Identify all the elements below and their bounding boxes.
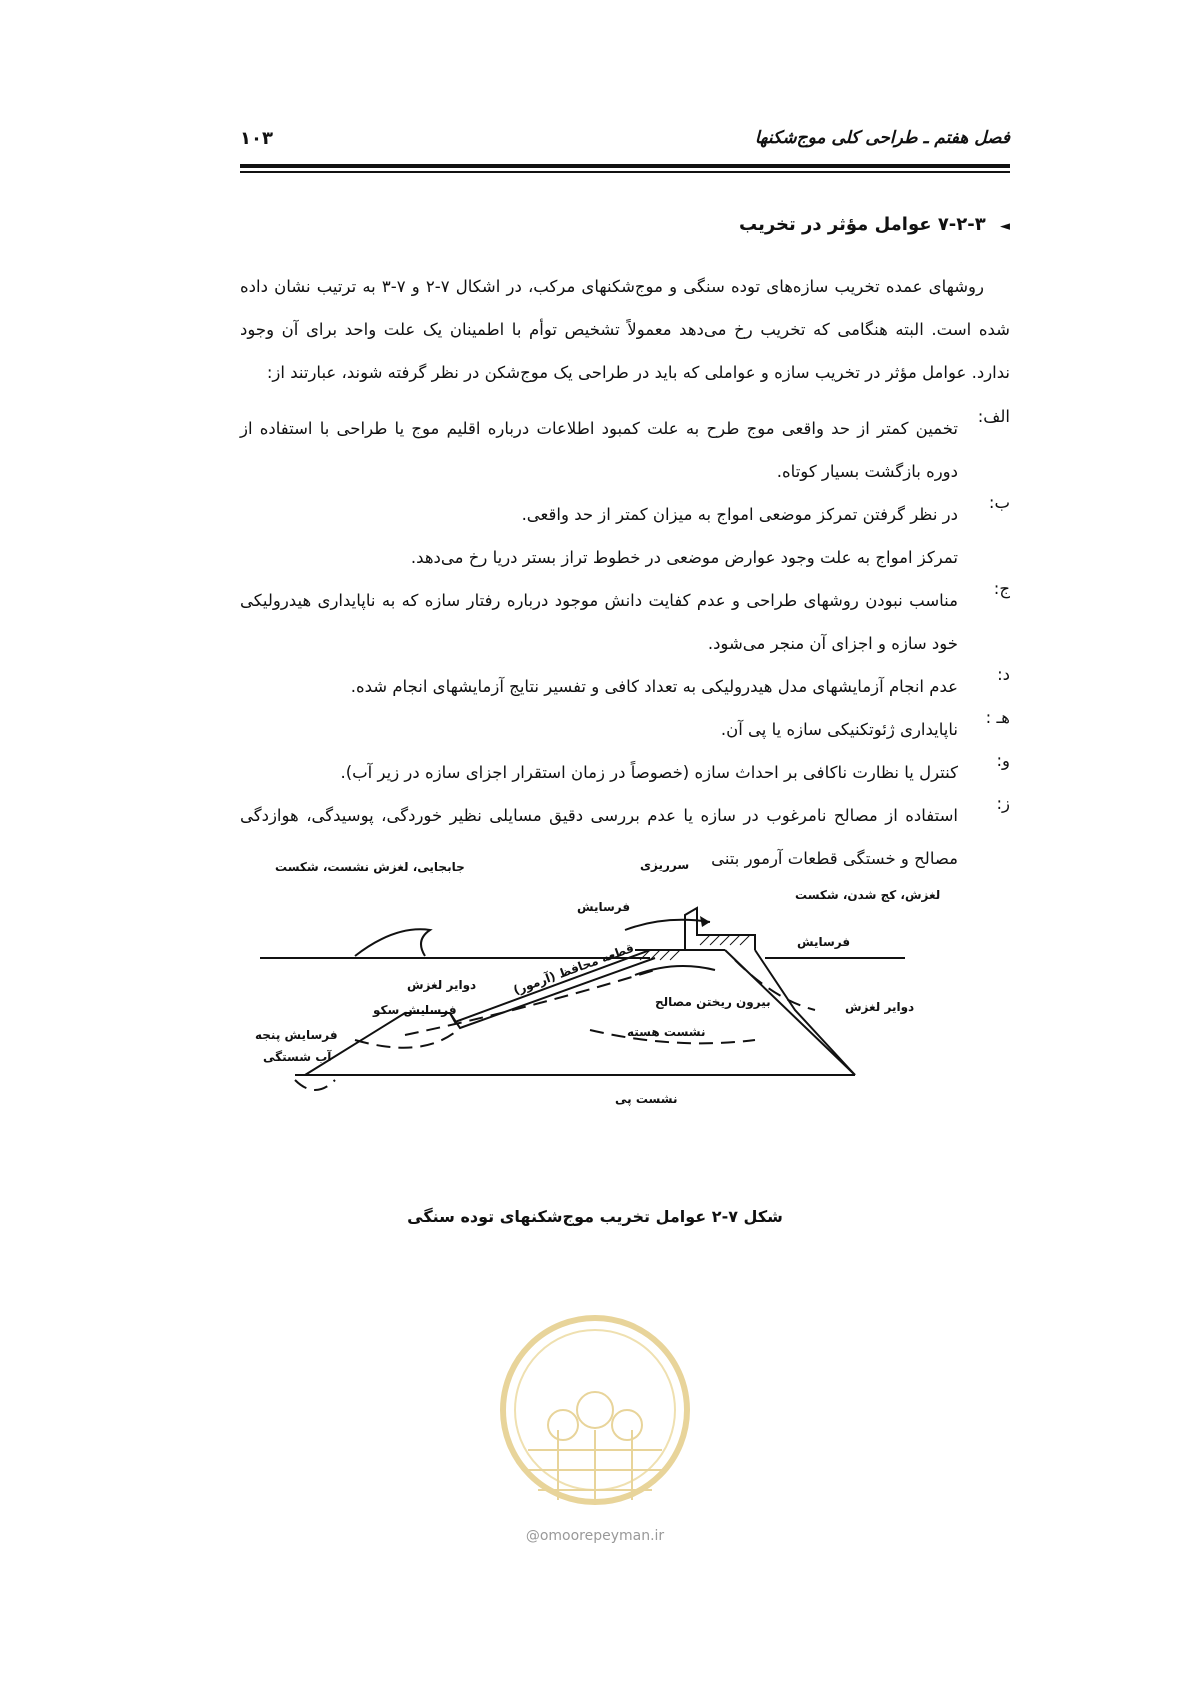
label-toe-erosion: فرسایش پنجه <box>255 1028 338 1042</box>
label-broken-water: آب شستگی <box>263 1050 332 1064</box>
list-item <box>240 665 1010 708</box>
section-heading-text: ۷-۲-۳ عوامل مؤثر در تخریب <box>739 214 986 235</box>
label-armour: قطعه محافظ (آرمور) <box>511 940 636 998</box>
list-item-label: هـ : <box>985 708 1010 727</box>
intro-paragraph-text: روشهای عمده تخریب سازه‌های توده سنگی و موج‌شکنهای مرکب، در اشکال ۷-۲ و ۷-۳ به ترتیب نشان داده شده است. البته هنگامی که تخریب رخ می‌دهد معمولاً تشخیص توأم با اطمینان یک علت واحد برای آن وجود ندارد. عوامل مؤثر در تخریب سازه و عواملی که باید در طراحی یک موج‌شکن در نظر گرفته شوند، عبارتند از: <box>240 277 1010 382</box>
list-item <box>240 407 1010 493</box>
page-header <box>240 122 1010 162</box>
watermark-site: @omoorepeyman.ir <box>525 1528 665 1544</box>
label-erosion-top: فرسایش <box>577 900 631 914</box>
label-foundation-settlement: نشست پی <box>615 1092 678 1106</box>
list-item-text: در نظر گرفتن تمرکز موضعی امواج به میزان کمتر از حد واقعی. <box>521 505 958 524</box>
list-item <box>240 579 1010 665</box>
list-item-extra-text: تمرکز امواج به علت وجود عوارض موضعی در خطوط تراز بستر دریا رخ می‌دهد. <box>410 548 958 567</box>
list-item <box>240 751 1010 794</box>
figure-caption: شکل ۷-۲ عوامل تخریب موج‌شکنهای توده سنگی <box>407 1207 783 1226</box>
label-erosion-rear: فرسایش <box>797 935 851 949</box>
label-overtopping: سرریزی <box>640 858 690 872</box>
header-rule-thick <box>240 164 1010 168</box>
toe-scour-curve <box>295 1080 335 1090</box>
chapter-title: فصل هفتم ـ طراحی کلی موج‌شکنها <box>754 128 1010 148</box>
material-loss-arrow <box>635 966 715 975</box>
section-heading <box>739 214 1010 235</box>
label-berm-erosion: فرسایش سکو <box>373 1003 457 1017</box>
list-item-text: تخمین کمتر از حد واقعی موج طرح به علت کمبود اطلاعات درباره اقلیم موج یا طراحی با استفاده از دوره بازگشت بسیار کوتاه. <box>240 419 958 481</box>
list-item-text: ناپایداری ژئوتکنیکی سازه یا پی آن. <box>720 720 958 739</box>
header-rule-thin <box>240 171 1010 173</box>
label-material-loss: بیرون ریختن مصالح <box>655 995 771 1009</box>
label-slip-circle-rear: دوایر لغزش <box>845 1000 915 1014</box>
intro-paragraph <box>240 265 1010 394</box>
list-item-label: ب: <box>988 493 1010 512</box>
page-number: ۱۰۳ <box>240 128 273 149</box>
label-core-settlement: نشست هسته <box>627 1025 706 1039</box>
list-item-label: د: <box>997 665 1010 684</box>
rear-slope-inner <box>755 950 855 1075</box>
watermark-logo <box>498 1300 692 1520</box>
crown-wall <box>685 908 755 950</box>
berm-erosion-curve <box>355 1028 460 1048</box>
list-item-text: کنترل یا نظارت ناکافی بر احداث سازه (خصوصاً در زمان استقرار اجزای سازه در زیر آب). <box>340 763 958 782</box>
damage-factors-list <box>240 407 1010 880</box>
list-item-label: ز: <box>996 794 1010 813</box>
breakwater-failure-diagram <box>255 858 955 1200</box>
list-item-label: ج: <box>993 579 1010 598</box>
list-item <box>240 708 1010 751</box>
list-item <box>240 493 1010 579</box>
wave-crest <box>355 929 430 956</box>
list-item-text: عدم انجام آزمایشهای مدل هیدرولیکی به تعداد کافی و تفسیر نتایج آزمایشهای انجام شده. <box>350 677 958 696</box>
list-item-label: و: <box>996 751 1010 770</box>
section-marker: ◄ <box>1000 219 1010 234</box>
label-crown-failure: لغزش، کج شدن، شکست <box>795 888 941 902</box>
watermark <box>498 1300 692 1550</box>
list-item-text: مناسب نبودن روشهای طراحی و عدم کفایت دانش موجود درباره رفتار سازه که به ناپایداری هیدرولیکی خود سازه و اجزای آن منجر می‌شود. <box>240 591 958 653</box>
list-item-label: الف: <box>977 407 1010 426</box>
label-displacement: جابجایی، لغزش نشست، شکست <box>275 860 465 874</box>
list-item-text: استفاده از مصالح نامرغوب در سازه یا عدم بررسی دقیق مسایلی نظیر خوردگی، پوسیدگی، هوازدگی مصالح و خستگی قطعات آرمور بتنی <box>240 806 958 868</box>
label-slip-circle-front: دوایر لغزش <box>407 978 477 992</box>
